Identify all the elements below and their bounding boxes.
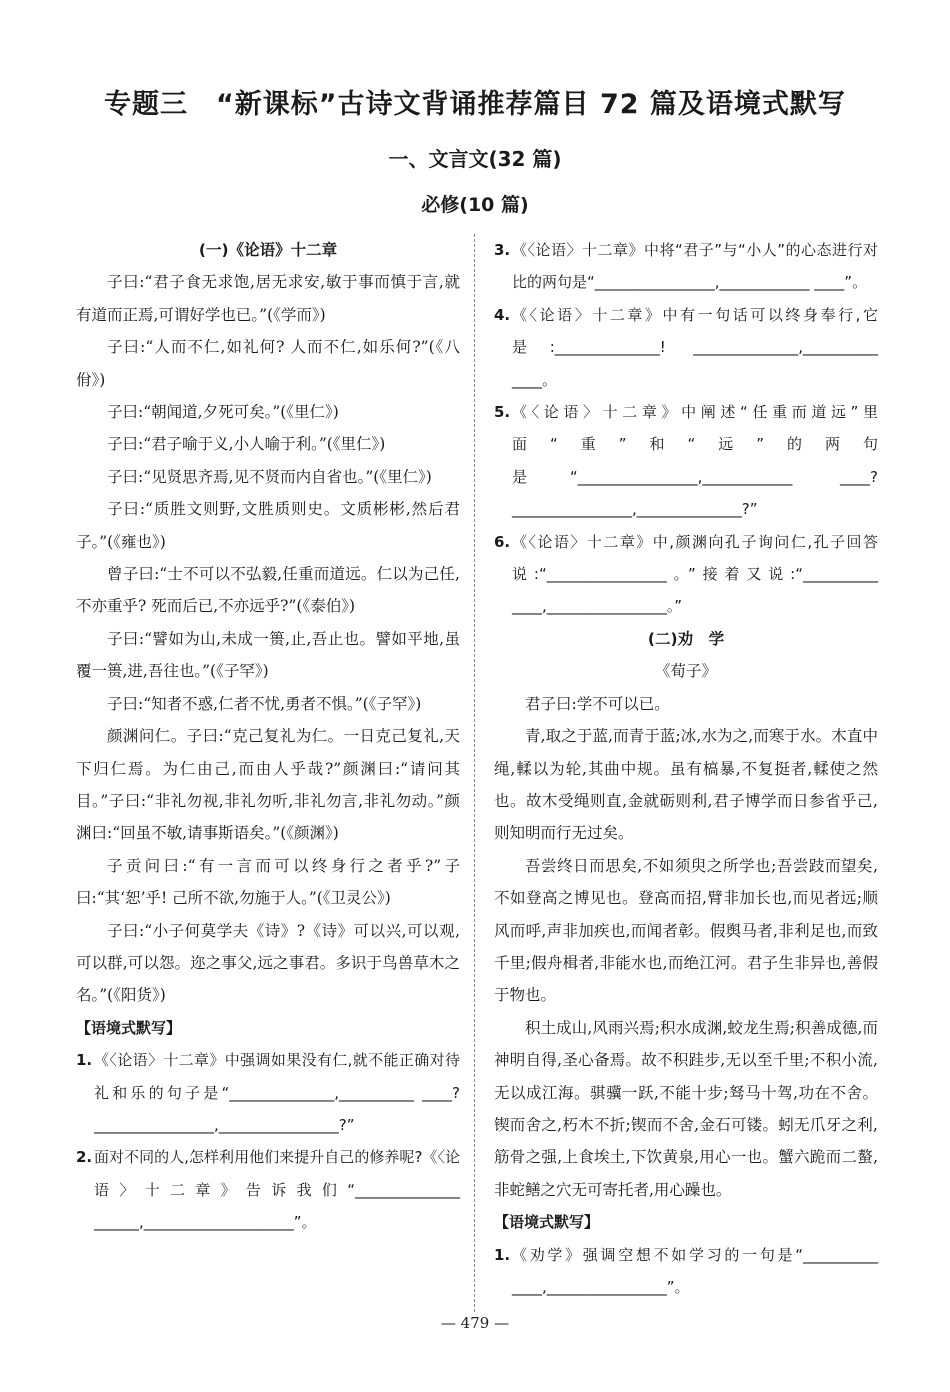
paragraph: 积土成山,风雨兴焉;积水成渊,蛟龙生焉;积善成德,而神明自得,圣心备焉。故不积跬步,无以至千里;不积小流,无以成江海。骐骥一跃,不能十步;驽马十驾,功在不舍。锲而舍之,朽木不折;锲而不舍,金石可镂。蚓无爪牙之利,筋骨之强,上食埃土,下饮黄泉,用心一也。蟹六跪而二螯,非蛇鳝之穴无可寄托者,用心躁也。 bbox=[494, 1018, 878, 1199]
left-column bbox=[76, 234, 460, 1239]
question-text: 《劝学》强调空想不如学习的一句是“__________ ____,________________”。 bbox=[512, 1245, 878, 1296]
paragraph: 子曰:“人而不仁,如礼何? 人而不仁,如乐何?”(《八佾》) bbox=[76, 338, 460, 389]
subsection-heading: 必修(10 篇) bbox=[421, 194, 529, 216]
paragraph: 子曰:“见贤思齐焉,见不贤而内自省也。”(《里仁》) bbox=[107, 467, 432, 486]
question bbox=[76, 1141, 460, 1238]
paragraph: 吾尝终日而思矣,不如须臾之所学也;吾尝跂而望矣,不如登高之博见也。登高而招,臂非加长也,而见者远;顺风而呼,声非加疾也,而闻者彰。假舆马者,非利足也,而致千里;假舟楫者,非能水也,而绝江河。君子生非异也,善假于物也。 bbox=[494, 856, 878, 1005]
exercise-header: 【语境式默写】 bbox=[494, 1213, 600, 1232]
article-author: 《荀子》 bbox=[654, 662, 717, 681]
question-text: 面对不同的人,怎样利用他们来提升自己的修养呢?《〈论语〉十二章》告诉我们“______________ ______,____________________”。 bbox=[94, 1148, 460, 1232]
question-number: 1. bbox=[494, 1245, 511, 1264]
article-title-lunyu: (一)《论语》十二章 bbox=[198, 241, 338, 259]
question-number: 4. bbox=[494, 305, 511, 324]
paragraph: 子贡问曰:“有一言而可以终身行之者乎?”子曰:“其‘恕’乎! 己所不欲,勿施于人。”(《卫灵公》) bbox=[76, 856, 460, 908]
question bbox=[494, 526, 878, 623]
column-divider bbox=[474, 234, 475, 1312]
right-column bbox=[494, 234, 878, 1303]
question-number: 3. bbox=[494, 241, 511, 259]
question bbox=[76, 1044, 460, 1141]
question bbox=[494, 1239, 878, 1304]
question bbox=[494, 396, 878, 526]
exercise-header: 【语境式默写】 bbox=[76, 1018, 182, 1037]
paragraph: 子曰:“君子食无求饱,居无求安,敏于事而慎于言,就有道而正焉,可谓好学也已。”(《学而》) bbox=[76, 273, 460, 324]
question-number: 6. bbox=[494, 532, 511, 551]
page-title: 专题三 “新课标”古诗文背诵推荐篇目 72 篇及语境式默写 bbox=[104, 89, 846, 120]
page-number: — 479 — bbox=[440, 1314, 510, 1332]
question-number: 5. bbox=[494, 403, 511, 422]
paragraph: 子曰:“知者不惑,仁者不忧,勇者不惧。”(《子罕》) bbox=[107, 694, 422, 713]
paragraph: 子曰:“朝闻道,夕死可矣。”(《里仁》) bbox=[107, 403, 339, 422]
paragraph: 子曰:“小子何莫学夫《诗》?《诗》可以兴,可以观,可以群,可以怨。迩之事父,远之事君。多识于鸟兽草木之名。”(《阳货》) bbox=[76, 921, 460, 1005]
paragraph: 子曰:“质胜文则野,文胜质则史。文质彬彬,然后君子。”(《雍也》) bbox=[76, 500, 460, 551]
question bbox=[494, 299, 878, 396]
paragraph: 青,取之于蓝,而青于蓝;冰,水为之,而寒于水。木直中绳,輮以为轮,其曲中规。虽有槁暴,不复挺者,輮使之然也。故木受绳则直,金就砺则利,君子博学而日参省乎己,则知明而行无过矣。 bbox=[494, 727, 878, 843]
paragraph: 君子曰:学不可以已。 bbox=[525, 694, 670, 713]
question-text: 《〈论语〉十二章》中有一句话可以终身奉行,它是:______________! ______________,__________ ____。 bbox=[512, 305, 878, 389]
question-text: 《〈论语〉十二章》中强调如果没有仁,就不能正确对待礼和乐的句子是“______________,__________ ____? ________________,________________?” bbox=[94, 1051, 460, 1134]
article-title-quanxue: (二)劝 学 bbox=[647, 629, 725, 648]
question-number: 2. bbox=[76, 1148, 93, 1167]
paragraph: 颜渊问仁。子曰:“克己复礼为仁。一日克己复礼,天下归仁焉。为仁由己,而由人乎哉?”颜渊曰:“请问其目。”子曰:“非礼勿视,非礼勿听,非礼勿言,非礼勿动。”颜渊曰:“回虽不敏,请事斯语矣。”(《颜渊》) bbox=[76, 727, 460, 843]
question bbox=[494, 234, 878, 299]
question-text: 《〈论语〉十二章》中阐述“任重而道远”里面“重”和“远”的两句是“________________,____________ ____? ________________,______________?” bbox=[512, 403, 878, 519]
paragraph: 子曰:“譬如为山,未成一篑,止,吾止也。譬如平地,虽覆一篑,进,吾往也。”(《子罕》) bbox=[76, 629, 460, 681]
question-text: 《〈论语〉十二章》中,颜渊向孔子询问仁,孔子回答说:“________________。”接着又说:“__________ ____,________________。” bbox=[512, 532, 878, 616]
question-text: 《〈论语〉十二章》中将“君子”与“小人”的心态进行对比的两句是“________________,____________ ____”。 bbox=[512, 241, 878, 292]
section-heading: 一、文言文(32 篇) bbox=[388, 147, 562, 171]
paragraph: 曾子曰:“士不可以不弘毅,任重而道远。仁以为己任,不亦重乎? 死而后已,不亦远乎?”(《泰伯》) bbox=[76, 565, 460, 616]
question-number: 1. bbox=[76, 1051, 93, 1070]
paragraph: 子曰:“君子喻于义,小人喻于利。”(《里仁》) bbox=[107, 435, 386, 454]
